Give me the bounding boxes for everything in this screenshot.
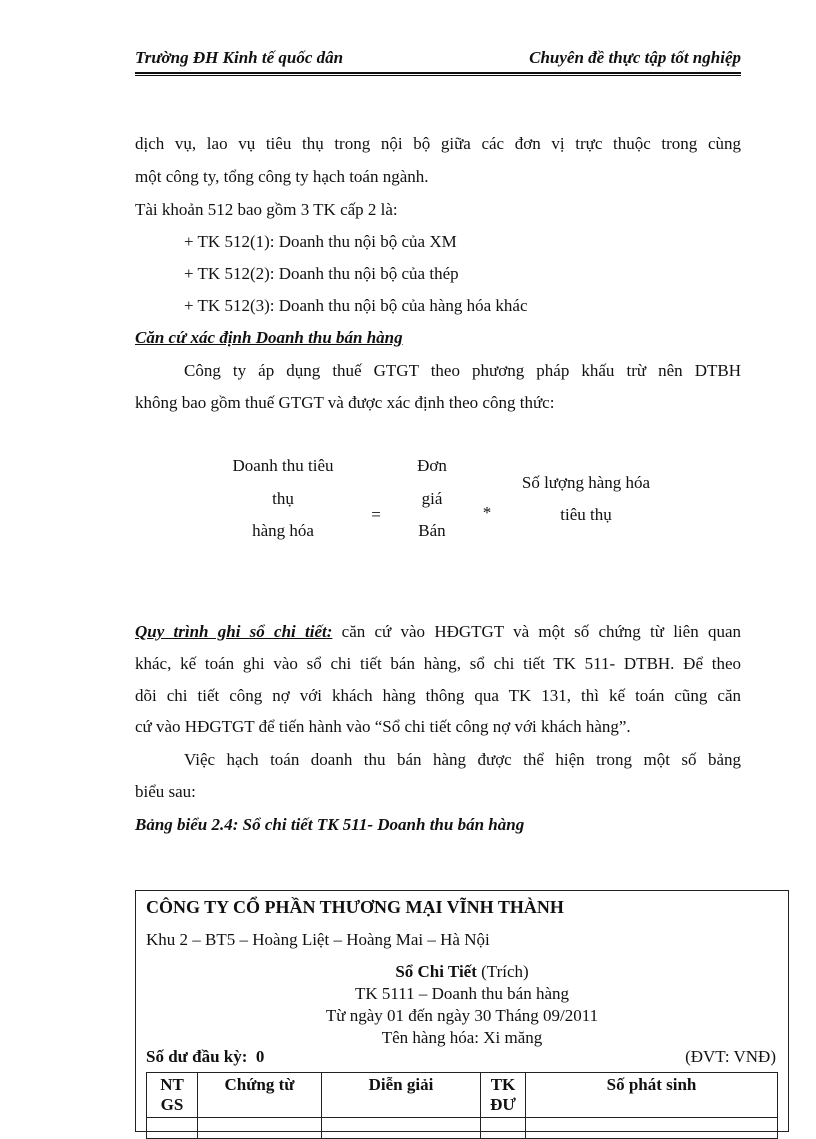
process-line: cứ vào HĐGTGT để tiến hành vào “Sổ chi tiết công nợ với khách hàng”. xyxy=(135,717,631,736)
formula-lhs-line: thụ xyxy=(272,489,294,508)
body-line: dịch vụ, lao vụ tiêu thụ trong nội bộ giữa các đơn vị trực thuộc trong cùng xyxy=(135,134,741,153)
body-line: Tài khoản 512 bao gồm 3 TK cấp 2 là: xyxy=(135,200,398,219)
currency-unit: (ĐVT: VNĐ) xyxy=(685,1047,776,1066)
process-heading: Quy trình ghi sổ chi tiết: xyxy=(135,622,333,641)
ledger-account: TK 5111 – Doanh thu bán hàng xyxy=(354,984,570,1003)
cell xyxy=(322,1118,481,1139)
header-rule-thin xyxy=(135,75,741,76)
multiply-sign: * xyxy=(482,503,492,522)
col-description: Diễn giải xyxy=(322,1073,481,1118)
formula-price-line: Đơn xyxy=(417,456,447,475)
bullet-item: + TK 512(2): Doanh thu nội bộ của thép xyxy=(184,264,459,283)
header-rule xyxy=(135,72,741,74)
formula-lhs-line: hàng hóa xyxy=(252,521,314,540)
process-line xyxy=(135,621,741,643)
section-heading: Căn cứ xác định Doanh thu bán hàng xyxy=(135,328,403,347)
formula-lhs-line: Doanh thu tiêu xyxy=(232,456,334,475)
col-amount: Số phát sinh xyxy=(526,1073,778,1118)
opening-balance-value: 0 xyxy=(255,1047,265,1066)
bullet-item: + TK 512(1): Doanh thu nội bộ của XM xyxy=(184,232,457,251)
process-line: Việc hạch toán doanh thu bán hàng được thể hiện trong một số bảng xyxy=(184,750,741,769)
table-caption: Bảng biểu 2.4: Sổ chi tiết TK 511- Doanh thu bán hàng xyxy=(135,815,525,834)
col-tkdu: TK ĐƯ xyxy=(481,1073,526,1118)
process-line: biểu sau: xyxy=(135,782,196,801)
formula-price-line: Bán xyxy=(418,521,446,540)
bullet-item: + TK 512(3): Doanh thu nội bộ của hàng hóa khác xyxy=(184,296,528,315)
cell xyxy=(198,1118,322,1139)
col-voucher: Chứng từ xyxy=(198,1073,322,1118)
process-line: khác, kế toán ghi vào sổ chi tiết bán hàng, sổ chi tiết TK 511- DTBH. Để theo xyxy=(135,654,741,673)
header-report-title: Chuyên đề thực tập tốt nghiệp xyxy=(529,48,741,67)
opening-balance-label: Số dư đầu kỳ: xyxy=(146,1047,248,1066)
company-address: Khu 2 – BT5 – Hoàng Liệt – Hoàng Mai – Hà Nội xyxy=(146,930,490,949)
header-school: Trường ĐH Kinh tế quốc dân xyxy=(135,48,344,67)
formula-qty-line: tiêu thụ xyxy=(560,505,612,524)
opening-balance xyxy=(146,1047,264,1067)
formula-qty-line: Số lượng hàng hóa xyxy=(521,473,651,492)
col-ntgs: NT GS xyxy=(147,1073,198,1118)
ledger-period: Từ ngày 01 đến ngày 30 Tháng 09/2011 xyxy=(325,1006,599,1025)
body-line: không bao gồm thuế GTGT và được xác định theo công thức: xyxy=(135,393,555,412)
cell xyxy=(481,1118,526,1139)
ledger-title-main: Sổ Chi Tiết xyxy=(395,962,477,981)
ledger-header-row xyxy=(147,1073,778,1118)
process-line: dõi chi tiết công nợ với khách hàng thông qua TK 131, thì kế toán cũng căn xyxy=(135,686,741,705)
body-line: một công ty, tổng công ty hạch toán ngành. xyxy=(135,167,429,186)
ledger-title xyxy=(135,961,789,982)
company-name: CÔNG TY CỔ PHẦN THƯƠNG MẠI VĨNH THÀNH xyxy=(146,897,564,917)
page-header xyxy=(135,48,741,70)
ledger-subheader-row xyxy=(147,1118,778,1139)
body-line: Công ty áp dụng thuế GTGT theo phương pháp khấu trừ nên DTBH xyxy=(184,361,741,380)
ledger-table xyxy=(146,1072,778,1139)
formula-price-line: giá xyxy=(421,489,443,508)
equals-sign: = xyxy=(371,505,381,524)
ledger-goods: Tên hàng hóa: Xi măng xyxy=(381,1028,543,1047)
process-text: căn cứ vào HĐGTGT và một số chứng từ liên quan xyxy=(332,622,741,641)
ledger-title-note: (Trích) xyxy=(476,962,529,981)
cell xyxy=(526,1118,778,1139)
cell xyxy=(147,1118,198,1139)
